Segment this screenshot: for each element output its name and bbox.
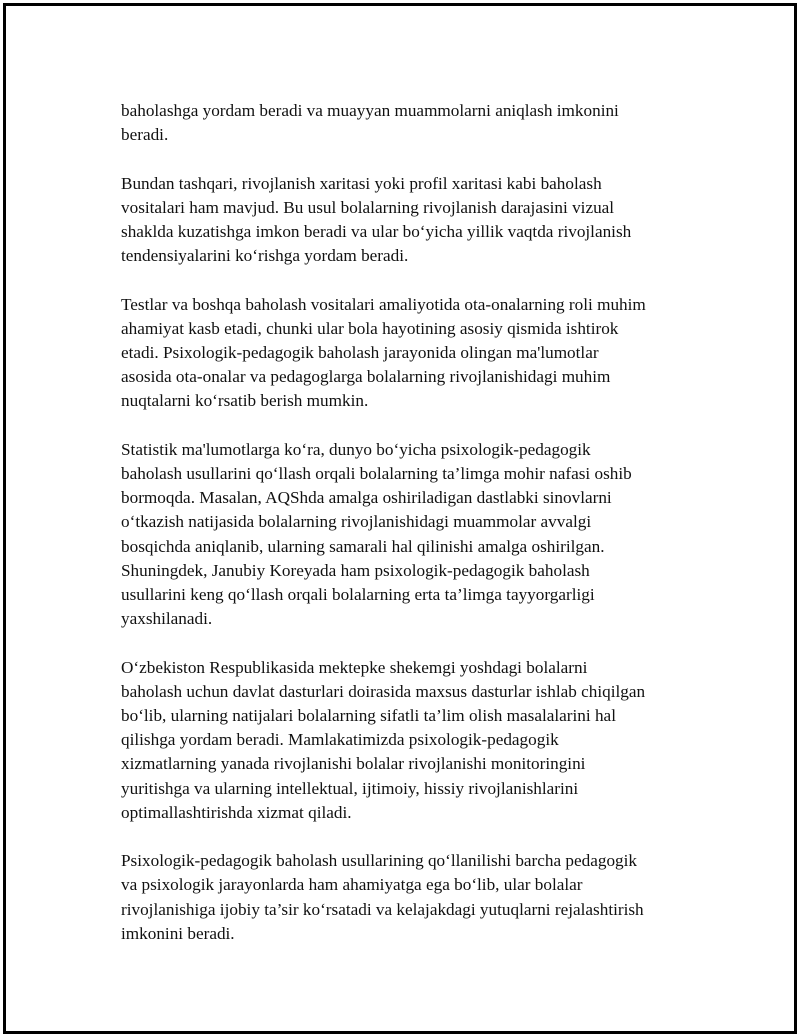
paragraph-1: baholashga yordam beradi va muayyan muammolarni aniqlash imkonini beradi. — [121, 101, 619, 145]
paragraph-2: Bundan tashqari, rivojlanish xaritasi yoki profil xaritasi kabi baholash vositalari ham mavjud. Bu usul bolalarning rivojlanish darajasini vizual shaklda kuzatishga imkon beradi va ular bo‘yicha yillik vaqtda rivojlanish tendensiyalarini ko‘rishga yordam beradi. — [121, 173, 632, 266]
paragraph-5: O‘zbekiston Respublikasida mektepke shekemgi yoshdagi bolalarni baholash uchun davlat dasturlari doirasida maxsus dasturlar ishlab chiqilgan bo‘lib, ularning natijalari bolalarning sifatli ta’lim olish masalalarini hal qilishga yordam beradi. Mamlakatimizda psixologik-pedagogik xizmatlarning yanada rivojlanishi bolalar rivojlanishi monitoringini yuritishga va ularning intellektual, ijtimoiy, hissiy rivojlanishlarini optimallashtirishda xizmat qiladi. — [121, 657, 646, 822]
paragraph-3: Testlar va boshqa baholash vositalari amaliyotida ota-onalarning roli muhim ahamiyat kasb etadi, chunki ular bola hayotining asosiy qismida ishtirok etadi. Psixologik-pedagogik baholash jarayonida olingan ma'lumotlar asosida ota-onalar va pedagoglarga bolalarning rivojlanishidagi muhim nuqtalarni ko‘rsatib berish mumkin. — [121, 294, 646, 411]
page-frame — [3, 3, 797, 1034]
paragraph-6: Psixologik-pedagogik baholash usullarining qo‘llanilishi barcha pedagogik va psixologik jarayonlarda ham ahamiyatga ega bo‘lib, ular bolalar rivojlanishiga ijobiy ta’sir ko‘rsatadi va kelajakdagi yutuqlarni rejalashtirish imkonini beradi. — [121, 851, 644, 943]
document-body — [121, 99, 701, 970]
paragraph-4: Statistik ma'lumotlarga ko‘ra, dunyo bo‘yicha psixologik-pedagogik baholash usullarini qo‘llash orqali bolalarning ta’limga mohir nafasi oshib bormoqda. Masalan, AQShda amalga oshiriladigan dastlabki sinovlarni o‘tkazish natijasida bolalarning rivojlanishidagi muammolar avvalgi bosqichda aniqlanib, ularning samarali hal qilinishi amalga oshirilgan. Shuningdek, Janubiy Koreyada ham psixologik-pedagogik baholash usullarini keng qo‘llash orqali bolalarning erta ta’limga tayyorgarligi yaxshilanadi. — [121, 439, 632, 629]
